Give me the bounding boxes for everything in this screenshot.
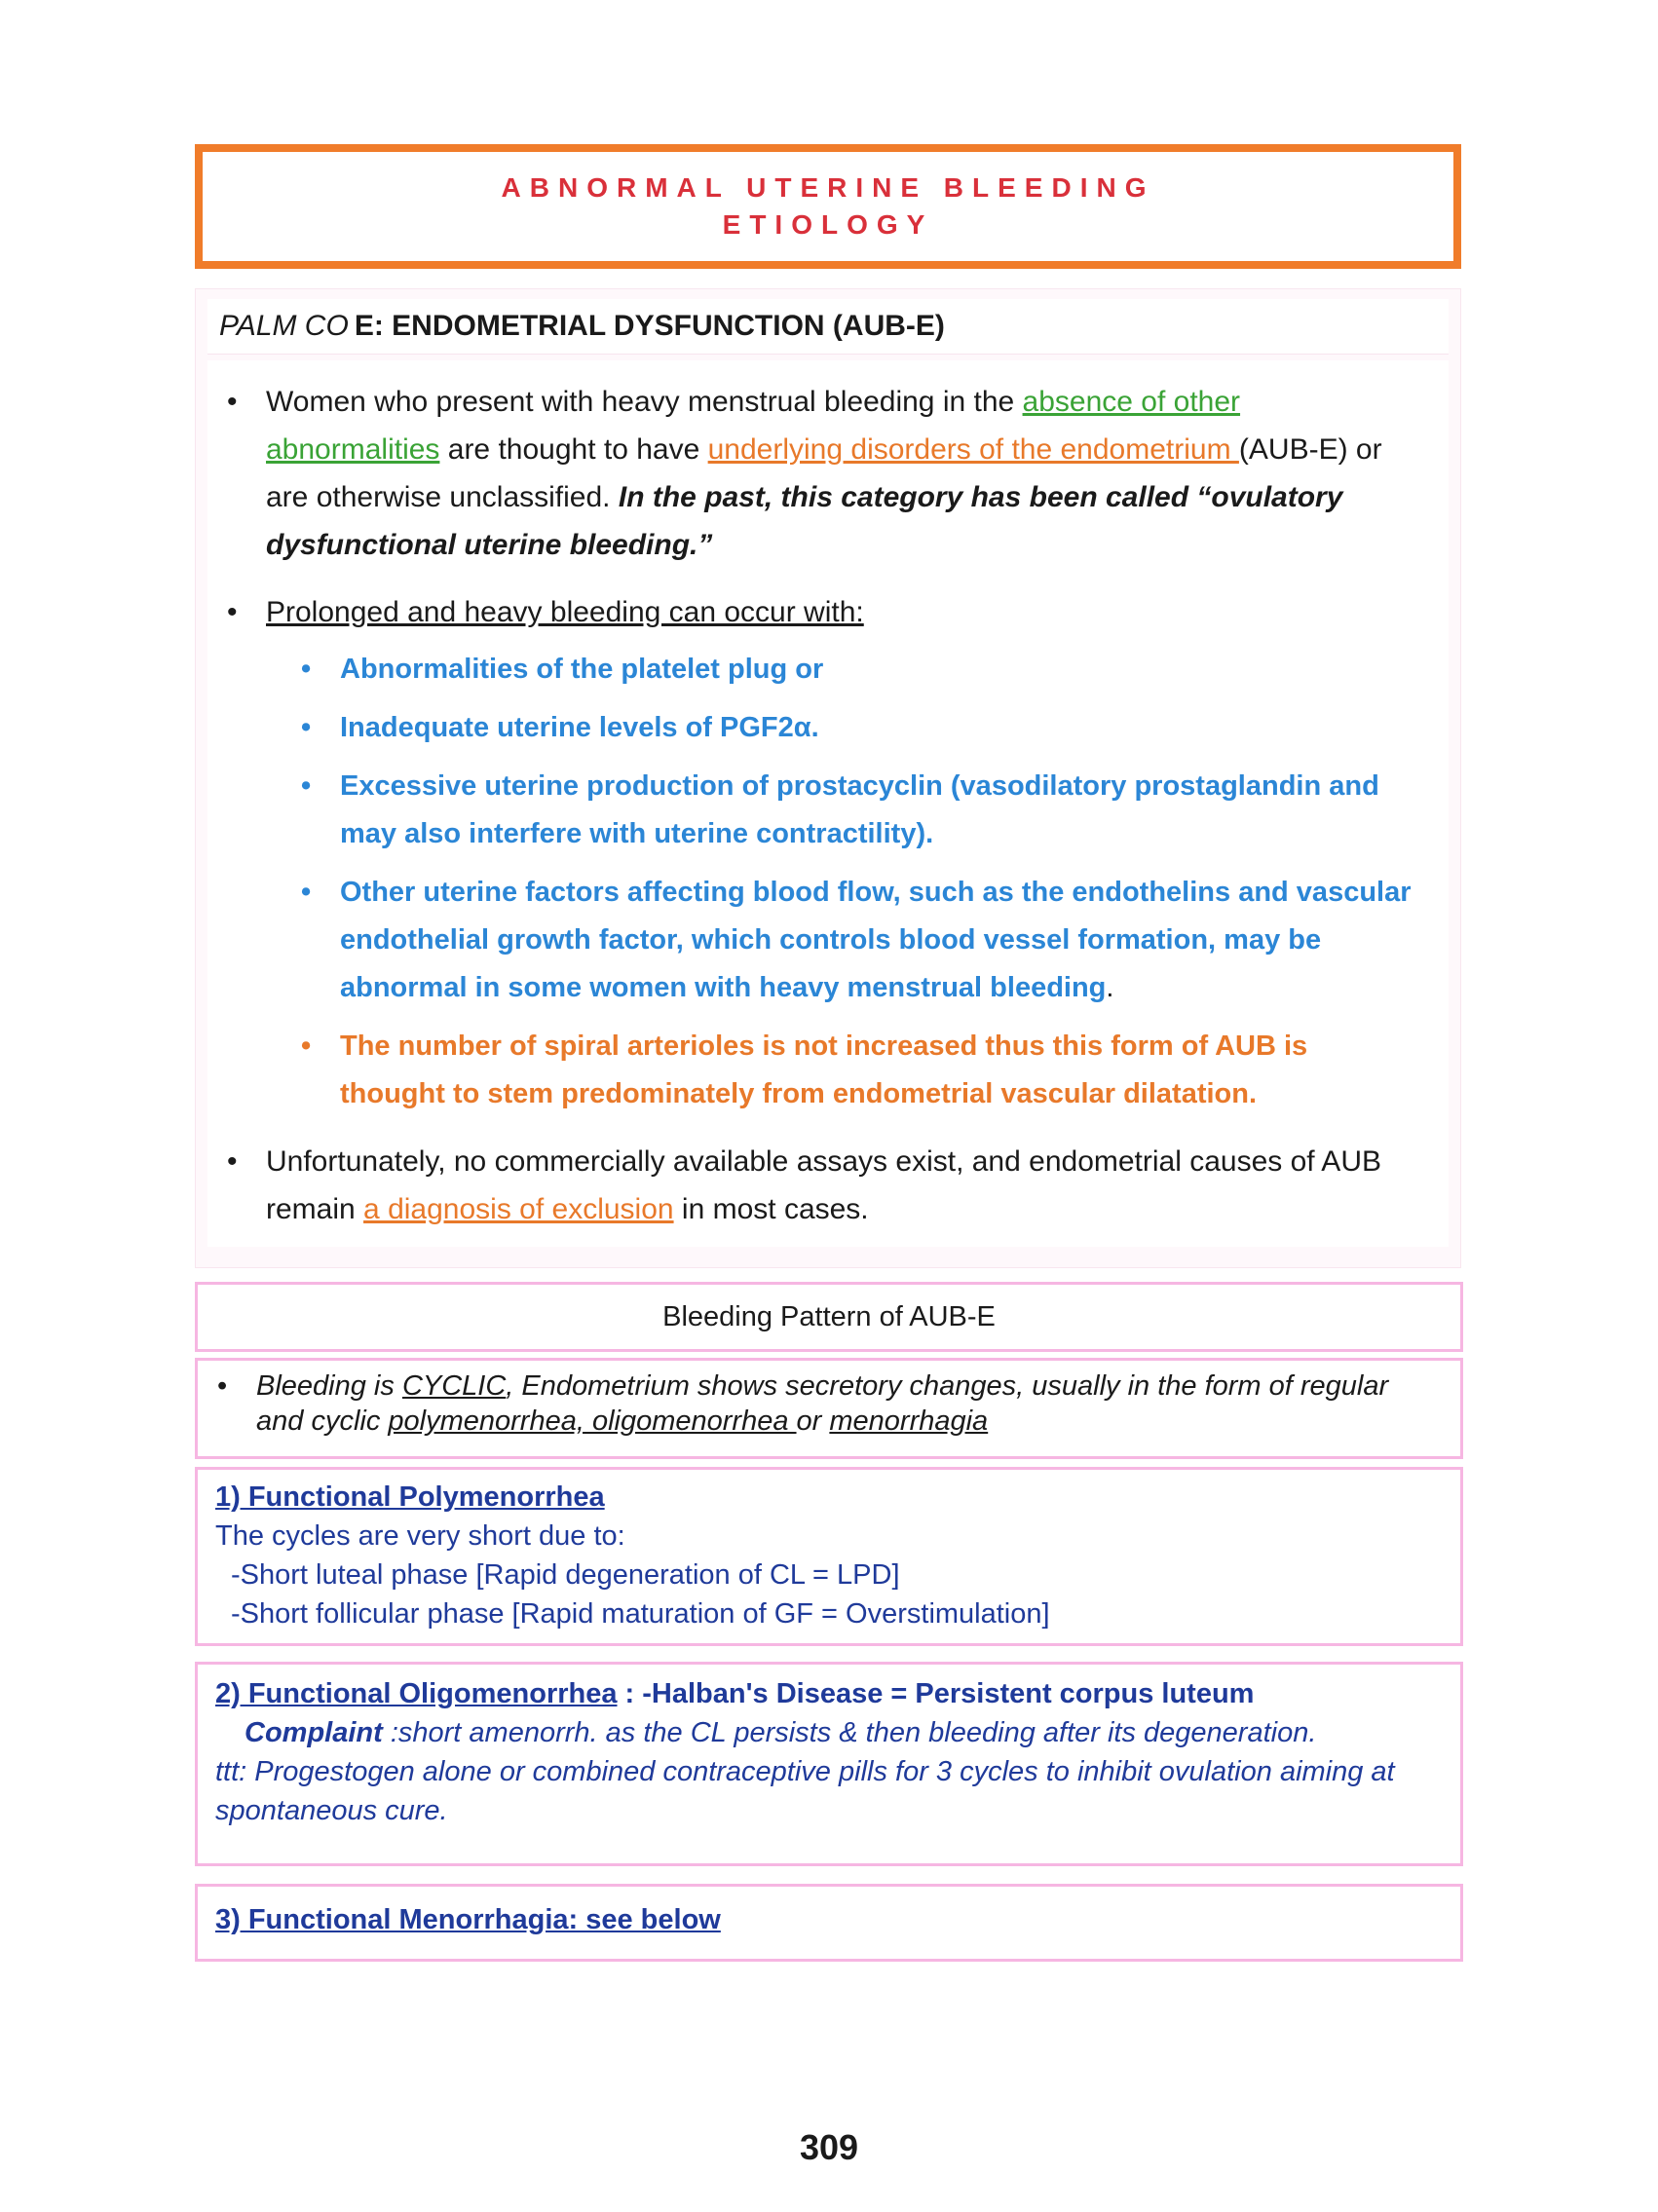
section-heading: E: ENDOMETRIAL DYSFUNCTION (AUB-E) [354, 310, 945, 342]
polymenorrhea-box [195, 1467, 1463, 1646]
text: in most cases. [673, 1193, 869, 1225]
causes-lead: Prolonged and heavy bleeding can occur with: [266, 596, 864, 628]
title-line-1: ABNORMAL UTERINE BLEEDING [501, 172, 1155, 203]
complaint-text: :short amenorrh. as the CL persists & then bleeding after its degeneration. [382, 1717, 1317, 1748]
menorrhagia-term: menorrhagia [829, 1406, 989, 1437]
section-prefix: PALM CO [219, 310, 349, 342]
bullet-glyph: • [217, 1370, 228, 1402]
title-box [195, 144, 1461, 269]
cause-item: • Inadequate uterine levels of PGF2α. [266, 704, 1421, 752]
cause-item: • Abnormalities of the platelet plug or [266, 646, 1421, 694]
polymenorrhea-heading: 1) Functional Polymenorrhea [215, 1481, 605, 1513]
cause-item: • Excessive uterine production of prostacyclin (vasodilatory prostaglandin and may also interfere with uterine contractility). [266, 763, 1421, 858]
oligomenorrhea-heading: 2) Functional Oligomenorrhea [215, 1678, 618, 1709]
text: Bleeding is [256, 1370, 402, 1402]
oligomenorrhea-box [195, 1662, 1463, 1866]
bullet-exclusion [207, 1138, 1449, 1233]
menorrhagia-heading[interactable]: 3) Functional Menorrhagia: see below [215, 1904, 721, 1935]
cyclic-box [195, 1358, 1463, 1459]
cause-text: Other uterine factors affecting blood flow, such as the endothelins and vascular endothelial growth factor, which controls blood vessel formation, may be abnormal in some women with heavy menstrual bleeding [340, 877, 1412, 1003]
cyclic-term: CYCLIC [401, 1370, 507, 1402]
section-content [207, 360, 1449, 1247]
complaint-line [215, 1713, 1443, 1752]
title-line-2: ETIOLOGY [722, 209, 934, 240]
bullet-definition [207, 378, 1449, 569]
treatment-line: ttt: Progestogen alone or combined contraceptive pills for 3 cycles to inhibit ovulation aiming at spontaneous cure. [215, 1756, 1395, 1826]
causes-sublist [266, 646, 1421, 1118]
complaint-label: Complaint [245, 1717, 383, 1748]
exclusion-link[interactable]: a diagnosis of exclusion [363, 1193, 674, 1225]
pattern-title-box [195, 1282, 1463, 1352]
text: Unfortunately, no commercially available assays exist, and endometrial causes of AUB remain [266, 1145, 1381, 1225]
halban-disease: : -Halban's Disease = Persistent corpus luteum [617, 1678, 1255, 1709]
text: Women who present with heavy menstrual bleeding in the [266, 386, 1023, 418]
menorrhagia-box [195, 1884, 1463, 1962]
bullet-causes [207, 588, 1449, 1118]
absence-link[interactable]: absence of other abnormalities [266, 386, 1241, 466]
page-number: 309 [799, 2127, 859, 2167]
pattern-title: Bleeding Pattern of AUB-E [662, 1300, 996, 1332]
main-panel [195, 288, 1461, 1268]
polymenorrhea-line: The cycles are very short due to: [215, 1520, 625, 1552]
polymenorrhea-line: -Short follicular phase [Rapid maturation of GF = Overstimulation] [231, 1598, 1050, 1630]
cause-item [266, 869, 1421, 1012]
endometrium-link[interactable]: underlying disorders of the endometrium [707, 433, 1239, 466]
section-header [207, 299, 1449, 355]
text: (AUB-E) or are otherwise unclassified. [266, 433, 1382, 513]
polymenorrhea-line: -Short luteal phase [Rapid degeneration of CL = LPD] [231, 1559, 900, 1591]
text: are thought to have [439, 433, 708, 466]
poly-oligo-term: polymenorrhea, oligomenorrhea [388, 1406, 797, 1437]
text: or [796, 1406, 830, 1437]
text: , Endometrium shows secretory changes, usually in the form of regular and cyclic [256, 1370, 1389, 1437]
oligomenorrhea-heading-line [215, 1674, 1443, 1713]
cause-item: • The number of spiral arterioles is not increased thus this form of AUB is thought to stem predominately from endometrial vascular dilatation. [266, 1023, 1421, 1118]
past-category-note: In the past, this category has been called “ovulatory dysfunctional uterine bleeding.” [266, 481, 1343, 561]
bullet-list [207, 378, 1449, 1233]
period: . [1106, 972, 1114, 1003]
